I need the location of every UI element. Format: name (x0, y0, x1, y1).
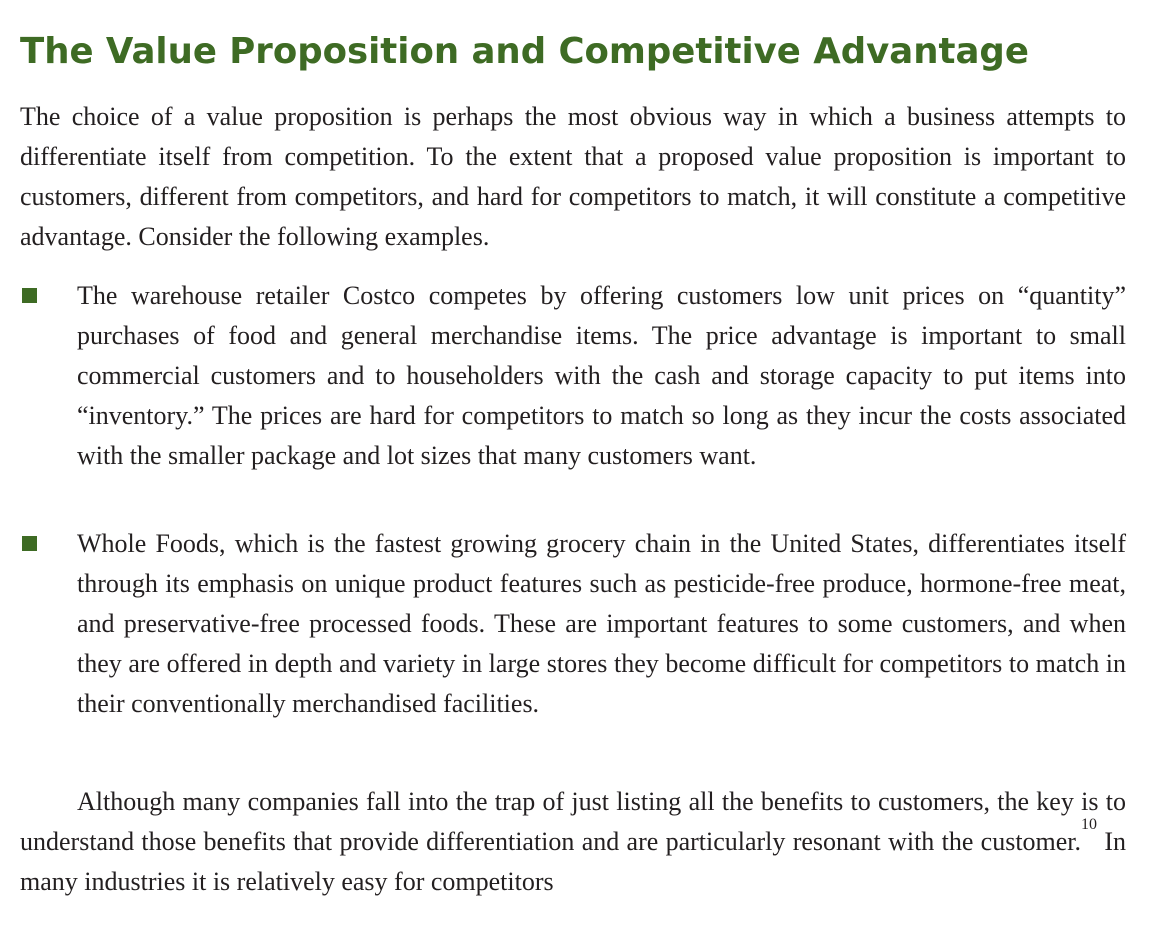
square-bullet-icon (22, 536, 37, 551)
closing-text-end: In many industries it is relatively easy for competitors (20, 827, 1126, 896)
closing-text-start: Although many companies fall into the trap of just listing all the benefits to customers, the key is to understand those benefits that provide differentiation and are particularly resonant with the customer. (20, 787, 1126, 856)
section-title: The Value Proposition and Competitive Advantage (20, 31, 1029, 72)
bullet-text: The warehouse retailer Costco competes by offering customers low unit prices on “quantity” purchases of food and general merchandise items. The price advantage is important to small commercial customers and to householders with the cash and storage capacity to put items into “inventory.” The prices are hard for competitors to match so long as they incur the costs associated with the smaller package and lot sizes that many customers want. (77, 281, 1126, 470)
bullet-text: Whole Foods, which is the fastest growing grocery chain in the United States, differentiates itself through its emphasis on unique product features such as pesticide-free produce, hormone-free meat, and preservative-free processed foods. These are important features to some customers, and when they are offered in depth and variety in large stores they become difficult for competitors to match in their conventionally merchandised facilities. (77, 529, 1126, 718)
intro-paragraph: The choice of a value proposition is perhaps the most obvious way in which a business attempts to differentiate itself from competition. To the extent that a proposed value proposition is important to customers, different from competitors, and hard for competitors to match, it will constitute a competitive advantage. Consider the following examples. (20, 102, 1126, 251)
footnote-reference[interactable]: 10 (1081, 816, 1098, 834)
square-bullet-icon (22, 288, 37, 303)
closing-paragraph (20, 782, 1126, 902)
